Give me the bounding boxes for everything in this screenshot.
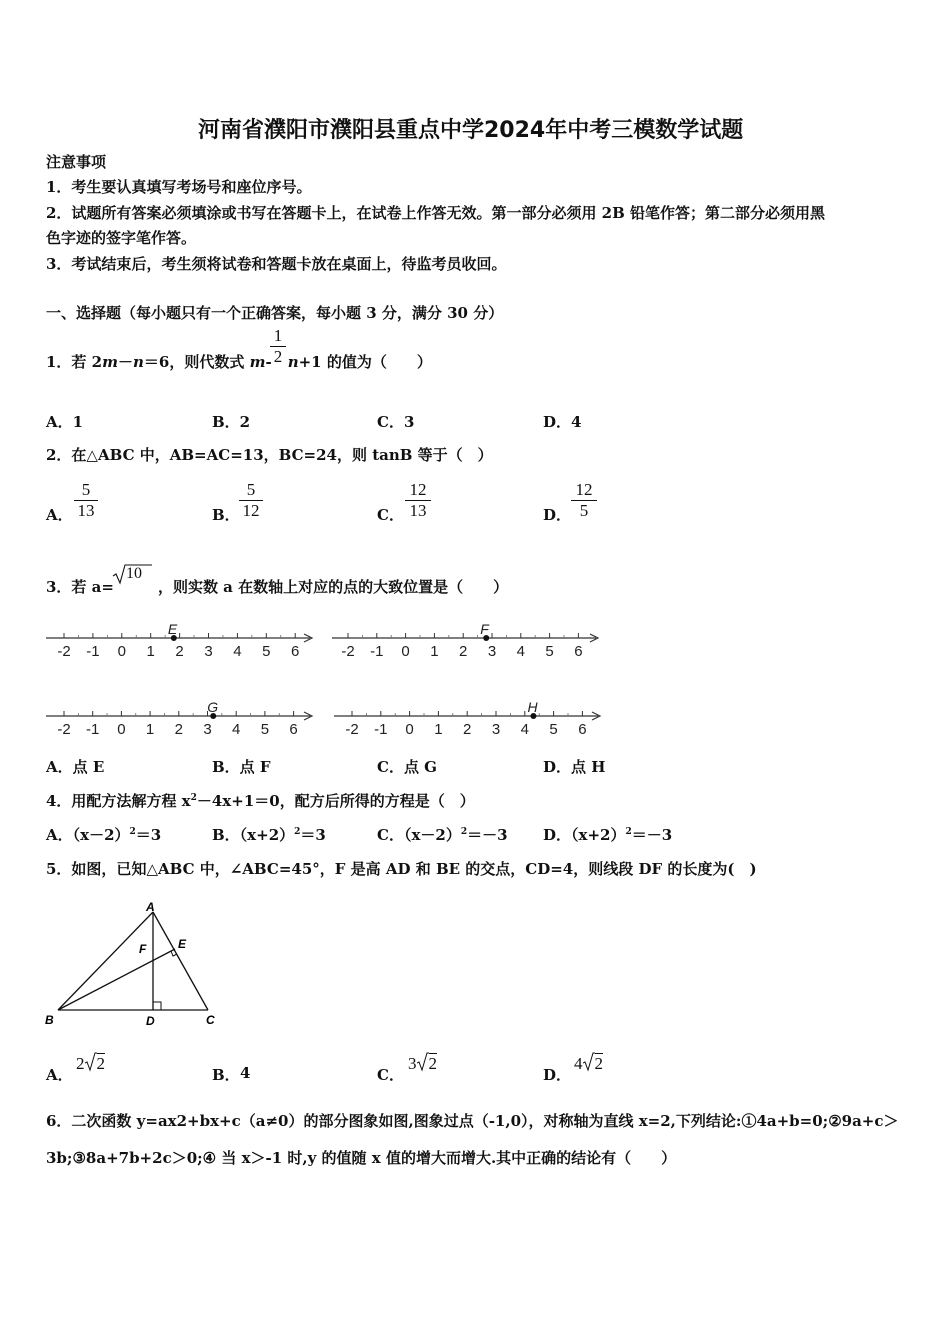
- figure-label-e: E: [178, 937, 187, 951]
- q1-option-b: B．2: [212, 413, 251, 431]
- q4-option-c: C．$(x-2)^2=-3$: [377, 826, 508, 844]
- tick-label: 3: [204, 643, 213, 660]
- q2-option-c-fraction: $\frac{12}{13}$: [405, 480, 431, 521]
- tick-label: -1: [86, 643, 100, 660]
- q5-triangle-figure: [40, 895, 230, 1035]
- q2-option-d-label: D．: [543, 506, 572, 524]
- figure-label-b: B: [45, 1013, 54, 1027]
- question-6-line-2: 3b;③8a+7b+2c＞0;④ 当 x＞-1 时,y 的值随 x 值的增大而增大.其中正确的结论有（ ）: [46, 1149, 677, 1167]
- q4-option-d: D．$(x+2)^2=-3$: [543, 826, 673, 844]
- tick-label: 1: [146, 643, 155, 660]
- q3-number-lines: [44, 618, 604, 738]
- tick-label: 6: [574, 643, 583, 660]
- tick-label: 6: [578, 721, 587, 738]
- tick-label: 2: [175, 643, 184, 660]
- q5-option-a-value: 2 2: [76, 1054, 105, 1073]
- number-line: [46, 699, 312, 738]
- sqrt-sign-icon: [583, 1052, 595, 1072]
- q3-option-d: D．点 H: [543, 758, 606, 776]
- tick-label: -2: [57, 643, 71, 660]
- tick-label: 1: [145, 721, 155, 738]
- q1-option-a: A．1: [46, 413, 84, 431]
- tick-label: 2: [463, 721, 472, 738]
- point-label: E: [167, 621, 178, 637]
- q5-option-b-label: B．: [212, 1066, 240, 1084]
- tick-label: -2: [341, 643, 355, 660]
- tick-label: 2: [174, 721, 183, 738]
- tick-label: 0: [401, 643, 410, 660]
- figure-label-c: C: [206, 1013, 215, 1027]
- q2-option-a-label: A．: [46, 506, 73, 524]
- point-label: H: [527, 699, 538, 715]
- tick-label: 5: [262, 643, 271, 660]
- question-2-stem: 2．在△ABC 中，AB=AC=13，BC=24，则 tanB 等于（ ）: [46, 446, 493, 464]
- point-label: G: [207, 699, 219, 715]
- q5-option-d-label: D．: [543, 1066, 572, 1084]
- question-5-stem: 5．如图，已知△ABC 中，∠ABC=45°，F 是高 AD 和 BE 的交点，CD=4，则线段 DF 的长度为( ): [46, 860, 757, 878]
- q2-option-b-label: B．: [212, 506, 240, 524]
- q4-option-b: B．$(x+2)^2=3$: [212, 826, 326, 844]
- notice-item: 色字迹的签字笔作答。: [46, 229, 197, 247]
- tick-label: -2: [57, 721, 71, 738]
- tick-label: 0: [117, 721, 126, 738]
- tick-label: 1: [430, 643, 439, 660]
- tick-label: -1: [370, 643, 384, 660]
- tick-label: 2: [459, 643, 468, 660]
- notice-heading: 注意事项: [46, 153, 107, 171]
- q1-option-d: D．4: [543, 413, 582, 431]
- q3-radical: 10: [112, 563, 152, 589]
- number-line: [334, 699, 600, 738]
- tick-label: 0: [117, 643, 126, 660]
- tick-label: 5: [549, 721, 558, 738]
- notice-item: 3．考试结束后，考生须将试卷和答题卡放在桌面上，待监考员收回。: [46, 255, 507, 273]
- q5-option-a-label: A．: [46, 1066, 73, 1084]
- tick-label: 1: [434, 721, 443, 738]
- question-3-stem: 3．若 a= ，则实数 a 在数轴上对应的点的大致位置是（ ）: [46, 578, 509, 596]
- q2-option-b-fraction: $\frac{5}{12}$: [239, 480, 263, 521]
- tick-label: 6: [289, 721, 298, 738]
- tick-label: 5: [260, 721, 270, 738]
- q4-option-a: A．$(x-2)^2=3$: [46, 826, 162, 844]
- tick-label: -1: [374, 721, 388, 738]
- q3-option-b: B．点 F: [212, 758, 271, 776]
- tick-label: 3: [491, 721, 501, 738]
- tick-label: 4: [520, 721, 529, 738]
- notice-item: 2．试题所有答案必须填涂或书写在答题卡上，在试卷上作答无效。第一部分必须用 2B 铅笔作答；第二部分必须用黑: [46, 204, 826, 222]
- figure-label-f: F: [139, 942, 147, 956]
- tick-label: 3: [203, 721, 212, 738]
- tick-label: 0: [405, 721, 414, 738]
- tick-label: -1: [86, 721, 100, 738]
- q2-option-c-label: C．: [377, 506, 404, 524]
- tick-label: -2: [345, 721, 359, 738]
- q1-fraction: $\frac{1}{2}$: [270, 326, 286, 367]
- q1-option-c: C．3: [377, 413, 415, 431]
- tick-label: 5: [545, 643, 554, 660]
- number-line: [332, 621, 598, 660]
- sqrt-sign-icon: [85, 1052, 97, 1072]
- tick-label: 4: [233, 643, 242, 660]
- point-label: F: [480, 621, 489, 637]
- q2-option-d-fraction: $\frac{12}{5}$: [571, 480, 597, 521]
- question-4-stem: 4．用配方法解方程 $x^2-4x+1=0$，配方后所得的方程是（ ）: [46, 792, 475, 810]
- sqrt-sign-icon: [417, 1052, 429, 1072]
- q3-option-a: A．点 E: [46, 758, 105, 776]
- q5-option-c-label: C．: [377, 1066, 404, 1084]
- q5-option-c-value: 3 2: [408, 1054, 437, 1073]
- tick-label: 6: [291, 643, 300, 660]
- tick-label: 4: [516, 643, 525, 660]
- number-line: [46, 621, 312, 660]
- q3-option-c: C．点 G: [377, 758, 437, 776]
- question-6-line-1: 6．二次函数 y=ax2+bx+c（a≠0）的部分图象如图,图象过点（-1,0），对称轴为直线 x=2,下列结论:①4a+b=0;②9a+c＞: [46, 1112, 899, 1130]
- q2-option-a-fraction: $\frac{5}{13}$: [74, 480, 98, 521]
- figure-label-a: A: [146, 900, 155, 914]
- q5-option-d-value: 4 2: [574, 1054, 603, 1073]
- tick-label: 3: [487, 643, 497, 660]
- notice-item: 1．考生要认真填写考场号和座位序号。: [46, 178, 312, 196]
- page-title: 河南省濮阳市濮阳县重点中学2024年中考三模数学试题: [198, 118, 744, 143]
- q5-option-b-value: 4: [240, 1064, 251, 1082]
- question-1-stem: 1．若 2m－n＝6，则代数式 m- n+1 的值为（ ）: [46, 353, 432, 371]
- section-heading: 一、选择题（每小题只有一个正确答案，每小题 3 分，满分 30 分）: [46, 304, 504, 322]
- tick-label: 4: [232, 721, 241, 738]
- figure-label-d: D: [146, 1014, 155, 1028]
